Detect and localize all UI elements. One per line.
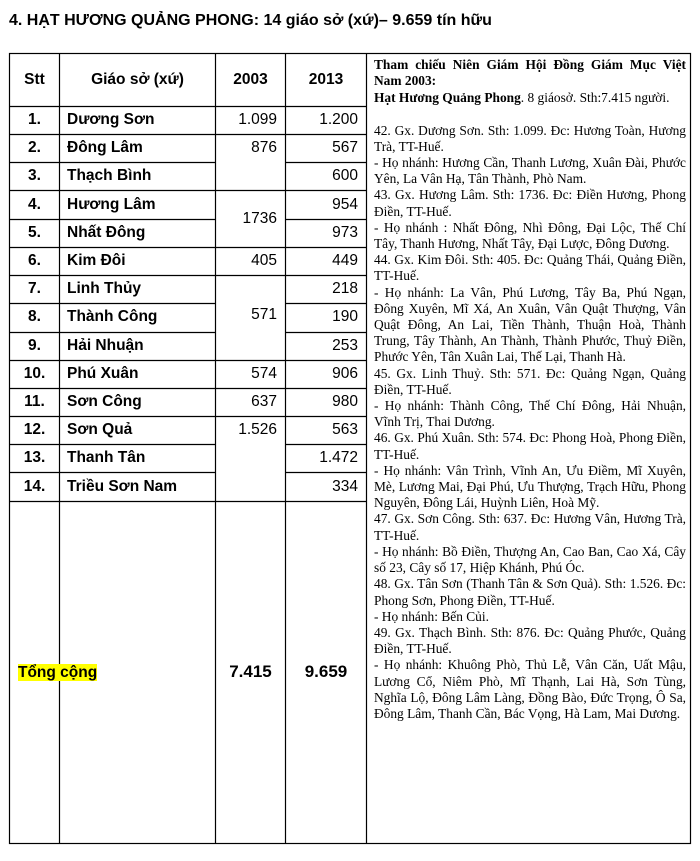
row-2013-value: 973 — [332, 224, 358, 241]
row-stt: 7. — [28, 280, 41, 297]
reference-entry: 42. Gx. Dương Sơn. Sth: 1.099. Đc: Hương Toàn, Hương Trà, TT-Huế. — [374, 122, 686, 154]
reference-entry: 43. Gx. Hương Lâm. Sth: 1736. Đc: Điền Hương, Phong Điền, TT-Huế. — [374, 187, 686, 219]
row-2013-value: 563 — [332, 421, 358, 438]
row-stt: 4. — [28, 196, 41, 213]
total-2003: 7.415 — [229, 662, 272, 681]
row-parish-name: Thanh Tân — [67, 449, 146, 466]
reference-entry: - Họ nhánh: Thành Công, Thế Chí Đông, Hải Nhuận, Vĩnh Trị, Thai Dương. — [374, 398, 686, 430]
row-stt: 5. — [28, 224, 41, 241]
reference-summary — [374, 90, 686, 106]
row-parish-name: Sơn Quả — [67, 421, 133, 438]
row-stt: 1. — [28, 111, 41, 128]
reference-entries — [374, 123, 686, 723]
row-parish-name: Triều Sơn Nam — [67, 478, 178, 495]
reference-summary-rest: . 8 giáosở. Sth:7.415 người. — [520, 90, 670, 106]
row-stt: 2. — [28, 139, 41, 156]
header-parish: Giáo sở (xứ) — [91, 71, 184, 88]
reference-entry: - Họ nhánh: Bến Củi. — [374, 608, 489, 624]
row-2013-value: 449 — [332, 252, 358, 269]
row-stt: 8. — [28, 308, 41, 325]
value-2003: 876 — [251, 139, 277, 156]
row-parish-name: Linh Thủy — [67, 280, 142, 297]
row-2013-value: 1.200 — [319, 111, 358, 128]
row-stt: 3. — [28, 167, 41, 184]
total-2013: 9.659 — [304, 662, 348, 681]
row-stt: 11. — [24, 393, 45, 410]
value-2003: 574 — [251, 365, 277, 382]
header-2013: 2013 — [308, 71, 344, 88]
header-stt: Stt — [24, 71, 45, 88]
value-2003: 1.526 — [238, 421, 277, 438]
row-2013-value: 334 — [332, 478, 358, 495]
row-2013-value: 567 — [332, 139, 358, 156]
header-2003: 2003 — [233, 71, 268, 88]
reference-entry: - Họ nhánh: Hương Cần, Thanh Lương, Xuân Đài, Phước Yên, La Vân Hạ, Tân Thành, Phò Nam. — [374, 155, 686, 187]
row-parish-name: Hải Nhuận — [67, 337, 144, 354]
reference-entry: - Họ nhánh: Vân Trình, Vĩnh An, Ưu Điềm, Mĩ Xuyên, Mè, Lương Mai, Đại Phú, Ưu Thượng, Trạch Hữu, Phong Nguyên, Đông Lái, Huỳnh Liên, Hoà Mỹ. — [374, 462, 686, 511]
row-parish-name: Nhất Đông — [67, 224, 146, 241]
row-parish-name: Thạch Bình — [67, 167, 152, 184]
reference-entry: - Họ nhánh: La Vân, Phú Lương, Tây Ba, Phú Ngạn, Đông Xuyên, Mĩ Xá, An Xuân, Vân Quật Thượng, Vân Quật Đông, An Lai, Tiền Thành, Thuận Hoà, Thành Trung, Tây Thành, An Thành, Thành Phước, Thuỷ Điền, Phước Yên, Tân Xuân Lai, Thế Lại, Thanh Hà. — [374, 284, 686, 365]
row-stt: 12. — [23, 421, 46, 438]
row-2013-value: 906 — [332, 365, 358, 382]
page-title: 4. HẠT HƯƠNG QUẢNG PHONG: 14 giáo sở (xứ)– 9.659 tín hữu — [9, 12, 492, 29]
reference-entry: - Họ nhánh: Khuông Phò, Thủ Lễ, Vân Căn, Uất Mậu, Lương Cổ, Niêm Phò, Mĩ Thạnh, Lai Hà, Sơn Tùng, Nghĩa Lộ, Đông Lâm Làng, Đồng Bào, Đức Trọng, Ô Sa, Đông Lâm, Thanh Cần, Bác Vọng, Hà Lam, Mai Dương. — [374, 657, 686, 721]
row-stt: 14. — [23, 478, 46, 495]
row-parish-name: Sơn Công — [67, 393, 142, 410]
row-stt: 13. — [23, 449, 46, 466]
row-2013-value: 954 — [332, 196, 358, 213]
row-parish-name: Dương Sơn — [67, 111, 155, 128]
reference-entry: 49. Gx. Thạch Bình. Sth: 876. Đc: Quảng Phước, Quảng Điền, TT-Huế. — [374, 624, 686, 657]
total-label — [18, 664, 97, 682]
reference-notes — [374, 57, 686, 722]
value-2003: 1.099 — [238, 111, 277, 128]
row-2013-value: 253 — [332, 337, 358, 354]
row-stt: 6. — [28, 252, 41, 269]
row-stt: 9. — [28, 337, 41, 354]
reference-entry: 47. Gx. Sơn Công. Sth: 637. Đc: Hương Vân, Hương Trà, TT-Huế. — [374, 511, 686, 543]
row-parish-name: Phú Xuân — [67, 365, 139, 382]
reference-heading: Tham chiếu Niên Giám Hội Đồng Giám Mục Việt Nam 2003: — [374, 57, 686, 89]
total-label-highlight: Tổng cộng — [18, 664, 98, 681]
row-parish-name: Hương Lâm — [67, 196, 156, 213]
row-parish-name: Kim Đôi — [67, 252, 126, 269]
reference-entry: 45. Gx. Linh Thuỷ. Sth: 571. Đc: Quảng Ngạn, Quảng Điền, TT-Huế. — [374, 365, 686, 397]
value-2003: 571 — [251, 306, 277, 323]
row-stt: 10. — [23, 365, 46, 382]
reference-entry: 48. Gx. Tân Sơn (Thanh Tân & Sơn Quả). Sth: 1.526. Đc: Phong Sơn, Phong Điền, TT-Huế. — [374, 576, 686, 608]
row-2013-value: 218 — [332, 280, 358, 297]
row-parish-name: Đông Lâm — [67, 139, 143, 156]
row-2013-value: 1.472 — [319, 449, 358, 466]
row-2013-value: 980 — [332, 393, 358, 410]
value-2003: 637 — [251, 393, 277, 410]
reference-summary-deanery: Hạt Hương Quảng Phong — [374, 90, 521, 106]
value-2003: 405 — [251, 252, 277, 269]
reference-entry: - Họ nhánh : Nhất Đông, Nhì Đông, Đại Lộc, Thế Chí Tây, Thanh Hương, Nhất Tây, Đại Lược, Đông Dương. — [374, 219, 686, 252]
row-2013-value: 600 — [332, 167, 358, 184]
reference-entry: - Họ nhánh: Bồ Điền, Thượng An, Cao Ban, Cao Xá, Cây số 23, Cây số 17, Hiệp Khánh, Phú Óc. — [374, 543, 686, 576]
reference-entry: 44. Gx. Kim Đôi. Sth: 405. Đc: Quảng Thái, Quảng Điền, TT-Huế. — [374, 252, 686, 284]
value-2003: 1736 — [242, 210, 277, 227]
row-parish-name: Thành Công — [67, 308, 158, 325]
reference-entry: 46. Gx. Phú Xuân. Sth: 574. Đc: Phong Hoà, Phong Điền, TT-Huế. — [374, 430, 686, 462]
row-2013-value: 190 — [332, 308, 358, 325]
